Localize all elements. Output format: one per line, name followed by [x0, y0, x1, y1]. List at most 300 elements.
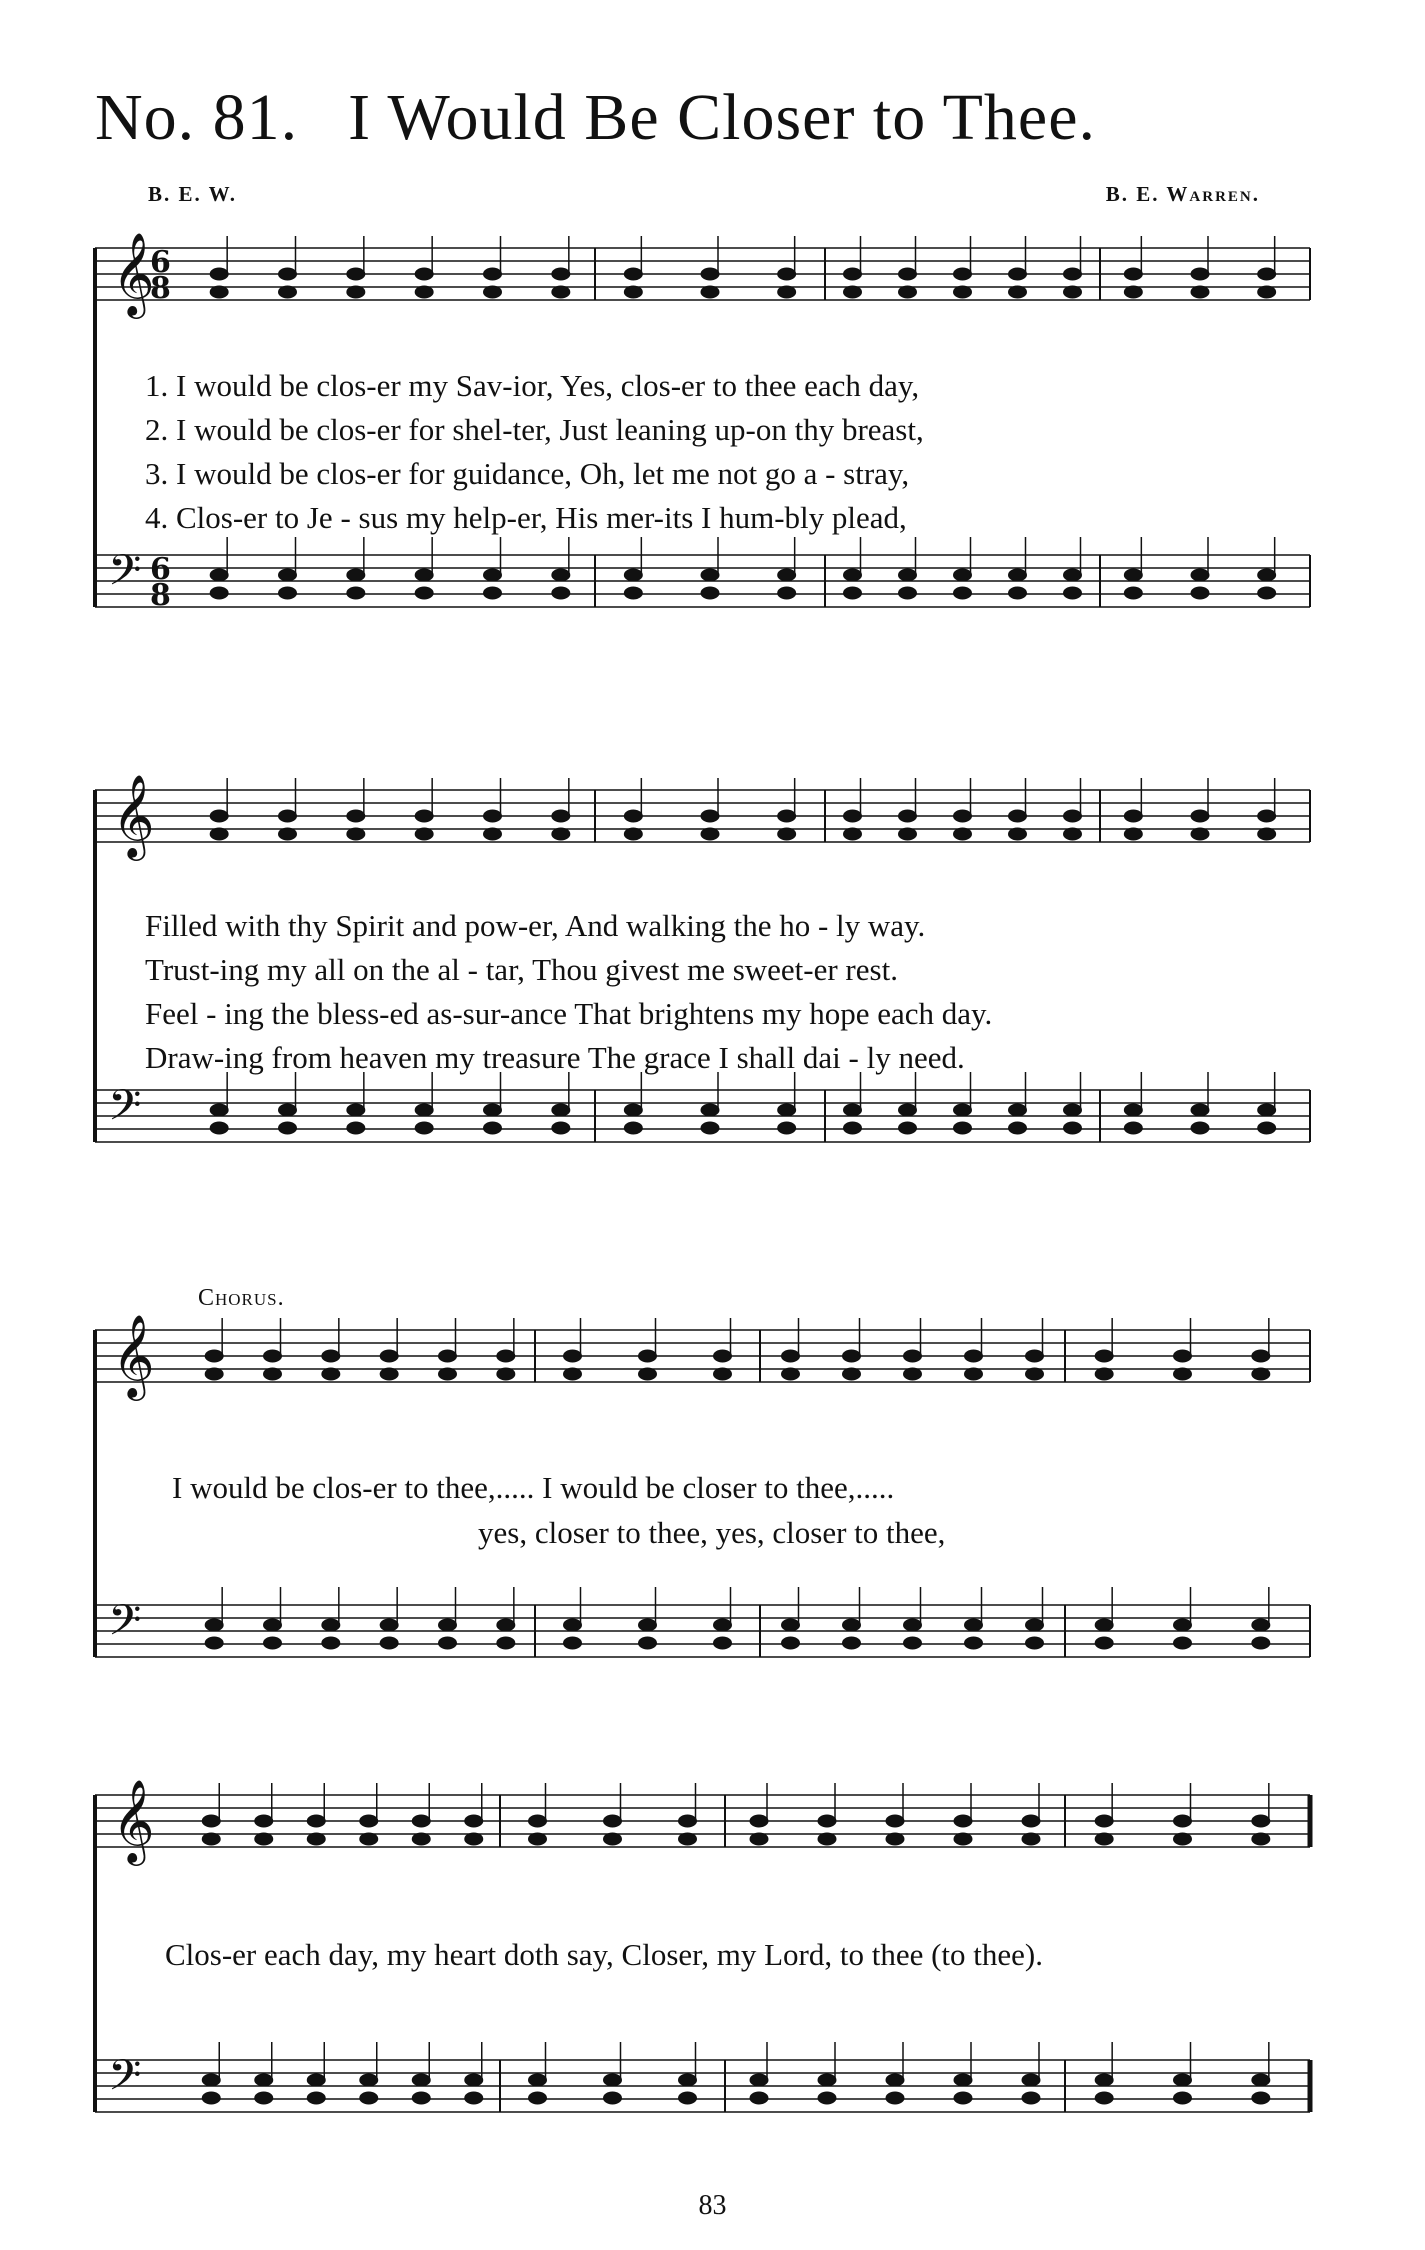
note-head	[307, 1815, 325, 1827]
note-head	[844, 810, 862, 822]
note-head	[552, 268, 570, 280]
note-head	[778, 286, 796, 298]
note-head	[465, 2092, 483, 2104]
note-head	[347, 268, 365, 280]
note-head	[415, 587, 433, 599]
note-head	[1191, 1104, 1209, 1116]
note-head	[1124, 268, 1142, 280]
note-head	[701, 1122, 719, 1134]
note-head	[380, 1637, 398, 1649]
note-head	[1124, 587, 1142, 599]
note-head	[205, 1350, 223, 1362]
note-head	[347, 286, 365, 298]
note-head	[899, 587, 917, 599]
note-head	[844, 1104, 862, 1116]
note-head	[750, 1833, 768, 1845]
note-head	[360, 2074, 378, 2086]
note-head	[778, 268, 796, 280]
note-head	[886, 1833, 904, 1845]
time-signature-top: 6	[150, 552, 171, 587]
note-head	[1009, 268, 1027, 280]
note-head	[415, 286, 433, 298]
note-head	[552, 569, 570, 581]
note-head	[782, 1619, 800, 1631]
note-head	[1258, 286, 1276, 298]
note-head	[347, 828, 365, 840]
note-head	[904, 1368, 922, 1380]
note-head	[954, 268, 972, 280]
note-head	[415, 1104, 433, 1116]
note-head	[552, 810, 570, 822]
note-head	[844, 1122, 862, 1134]
note-head	[639, 1350, 657, 1362]
note-head	[679, 2074, 697, 2086]
note-head	[1064, 268, 1082, 280]
note-head	[782, 1637, 800, 1649]
note-head	[205, 1637, 223, 1649]
note-head	[415, 828, 433, 840]
note-head	[360, 1815, 378, 1827]
note-head	[484, 828, 502, 840]
note-head	[1064, 587, 1082, 599]
note-head	[1174, 1833, 1192, 1845]
note-head	[904, 1350, 922, 1362]
note-head	[818, 2074, 836, 2086]
note-head	[465, 2074, 483, 2086]
note-head	[210, 1122, 228, 1134]
note-head	[714, 1637, 732, 1649]
chorus-alto-line: yes, closer to thee, yes, closer to thee,	[478, 1515, 946, 1550]
chorus-final-line: Clos-er each day, my heart doth say, Closer, my Lord, to thee (to thee).	[165, 1937, 1043, 1972]
note-head	[202, 1833, 220, 1845]
note-head	[210, 828, 228, 840]
note-head	[412, 1833, 430, 1845]
note-head	[886, 2074, 904, 2086]
note-head	[778, 828, 796, 840]
note-head	[1095, 1350, 1113, 1362]
note-head	[899, 1104, 917, 1116]
verse-2-line-2: Trust-ing my all on the al - tar, Thou givest me sweet-er rest.	[145, 952, 898, 987]
note-head	[679, 1815, 697, 1827]
note-head	[954, 2074, 972, 2086]
note-head	[1258, 1122, 1276, 1134]
note-head	[714, 1368, 732, 1380]
note-head	[1124, 1122, 1142, 1134]
note-head	[624, 286, 642, 298]
note-head	[412, 2074, 430, 2086]
note-head	[552, 587, 570, 599]
note-head	[552, 1104, 570, 1116]
note-head	[899, 286, 917, 298]
note-head	[1064, 828, 1082, 840]
note-head	[1191, 1122, 1209, 1134]
note-head	[1009, 286, 1027, 298]
note-head	[639, 1368, 657, 1380]
chorus-line-1: I would be clos-er to thee,..... I would be closer to thee,.....	[172, 1470, 895, 1505]
note-head	[844, 286, 862, 298]
note-head	[1009, 1104, 1027, 1116]
treble-clef-icon: 𝄞	[112, 773, 155, 857]
note-head	[1124, 828, 1142, 840]
note-head	[750, 2092, 768, 2104]
note-head	[954, 828, 972, 840]
note-head	[210, 587, 228, 599]
note-head	[904, 1637, 922, 1649]
note-head	[210, 1104, 228, 1116]
note-head	[1095, 1815, 1113, 1827]
note-head	[701, 268, 719, 280]
note-head	[529, 1833, 547, 1845]
words-credit: B. E. W.	[148, 182, 237, 206]
note-head	[701, 569, 719, 581]
chorus-label: Chorus.	[198, 1285, 285, 1311]
note-head	[701, 828, 719, 840]
verse-3-line-1: 3. I would be clos-er for guidance, Oh, let me not go a - stray,	[145, 456, 910, 491]
note-head	[1095, 2092, 1113, 2104]
note-head	[965, 1619, 983, 1631]
note-head	[624, 828, 642, 840]
note-head	[552, 286, 570, 298]
note-head	[1174, 1637, 1192, 1649]
note-head	[1095, 1368, 1113, 1380]
note-head	[307, 1833, 325, 1845]
note-head	[843, 1619, 861, 1631]
note-head	[1252, 1368, 1270, 1380]
note-head	[210, 286, 228, 298]
note-head	[210, 810, 228, 822]
note-head	[205, 1619, 223, 1631]
note-head	[380, 1619, 398, 1631]
note-head	[954, 1815, 972, 1827]
bass-clef-icon: 𝄢	[108, 546, 142, 606]
note-head	[439, 1368, 457, 1380]
note-head	[564, 1619, 582, 1631]
note-head	[205, 1368, 223, 1380]
note-head	[1064, 1122, 1082, 1134]
note-head	[899, 810, 917, 822]
note-head	[347, 1104, 365, 1116]
note-head	[1252, 2074, 1270, 2086]
note-head	[954, 569, 972, 581]
note-head	[347, 587, 365, 599]
note-head	[1258, 268, 1276, 280]
note-head	[1095, 1637, 1113, 1649]
note-head	[843, 1637, 861, 1649]
note-head	[1095, 1833, 1113, 1845]
note-head	[886, 1815, 904, 1827]
verse-2-line-1: 2. I would be clos-er for shel-ter, Just leaning up-on thy breast,	[145, 412, 924, 447]
note-head	[778, 1104, 796, 1116]
note-head	[899, 828, 917, 840]
note-head	[701, 587, 719, 599]
note-head	[202, 2074, 220, 2086]
note-head	[778, 1122, 796, 1134]
note-head	[1258, 1104, 1276, 1116]
note-head	[1064, 1104, 1082, 1116]
note-head	[1095, 1619, 1113, 1631]
note-head	[307, 2092, 325, 2104]
note-head	[1191, 286, 1209, 298]
note-head	[1026, 1637, 1044, 1649]
note-head	[714, 1619, 732, 1631]
note-head	[1258, 828, 1276, 840]
note-head	[778, 569, 796, 581]
note-head	[415, 810, 433, 822]
note-head	[1191, 569, 1209, 581]
note-head	[818, 1833, 836, 1845]
note-head	[1191, 810, 1209, 822]
note-head	[1124, 569, 1142, 581]
note-head	[439, 1637, 457, 1649]
note-head	[552, 1122, 570, 1134]
note-head	[954, 2092, 972, 2104]
note-head	[484, 286, 502, 298]
note-head	[1022, 2074, 1040, 2086]
verse-1-line-2: Filled with thy Spirit and pow-er, And walking the ho - ly way.	[145, 908, 926, 943]
hymn-number: No. 81.	[95, 81, 299, 154]
note-head	[279, 268, 297, 280]
note-head	[782, 1350, 800, 1362]
music-credit: B. E. Warren.	[1105, 182, 1260, 206]
note-head	[624, 569, 642, 581]
note-head	[412, 1815, 430, 1827]
note-head	[624, 1122, 642, 1134]
note-head	[415, 268, 433, 280]
note-head	[1064, 810, 1082, 822]
treble-clef-icon: 𝄞	[112, 1778, 155, 1862]
note-head	[782, 1368, 800, 1380]
note-head	[415, 569, 433, 581]
note-head	[1191, 587, 1209, 599]
note-head	[322, 1350, 340, 1362]
note-head	[210, 569, 228, 581]
note-head	[714, 1350, 732, 1362]
note-head	[954, 286, 972, 298]
note-head	[279, 828, 297, 840]
note-head	[322, 1368, 340, 1380]
note-head	[604, 1833, 622, 1845]
note-head	[279, 1104, 297, 1116]
note-head	[484, 268, 502, 280]
note-head	[1174, 1368, 1192, 1380]
note-head	[497, 1637, 515, 1649]
note-head	[1191, 828, 1209, 840]
note-head	[279, 286, 297, 298]
note-head	[844, 587, 862, 599]
note-head	[1064, 286, 1082, 298]
note-head	[1174, 2074, 1192, 2086]
note-head	[624, 810, 642, 822]
note-head	[1191, 268, 1209, 280]
note-head	[1174, 1619, 1192, 1631]
note-head	[264, 1619, 282, 1631]
note-head	[1174, 2092, 1192, 2104]
note-head	[264, 1368, 282, 1380]
note-head	[1009, 810, 1027, 822]
time-signature-bottom: 8	[150, 271, 171, 306]
verse-1-line-1: 1. I would be clos-er my Sav-ior, Yes, clos-er to thee each day,	[145, 368, 920, 403]
note-head	[701, 1104, 719, 1116]
note-head	[843, 1350, 861, 1362]
note-head	[1252, 1637, 1270, 1649]
note-head	[954, 1104, 972, 1116]
note-head	[624, 587, 642, 599]
note-head	[210, 268, 228, 280]
note-head	[899, 1122, 917, 1134]
note-head	[202, 2092, 220, 2104]
note-head	[1124, 1104, 1142, 1116]
note-head	[1009, 569, 1027, 581]
note-head	[965, 1350, 983, 1362]
note-head	[322, 1619, 340, 1631]
note-head	[1174, 1815, 1192, 1827]
note-head	[484, 1122, 502, 1134]
note-head	[360, 1833, 378, 1845]
note-head	[1252, 1815, 1270, 1827]
note-head	[360, 2092, 378, 2104]
note-head	[750, 1815, 768, 1827]
note-head	[899, 268, 917, 280]
note-head	[497, 1368, 515, 1380]
verse-3-line-2: Feel - ing the bless-ed as-sur-ance That brightens my hope each day.	[145, 996, 993, 1031]
note-head	[552, 828, 570, 840]
bass-clef-icon: 𝄢	[108, 1596, 142, 1656]
note-head	[322, 1637, 340, 1649]
bass-clef-icon: 𝄢	[108, 2051, 142, 2111]
note-head	[1022, 2092, 1040, 2104]
note-head	[484, 569, 502, 581]
note-head	[380, 1368, 398, 1380]
note-head	[1258, 587, 1276, 599]
note-head	[484, 587, 502, 599]
note-head	[279, 587, 297, 599]
note-head	[415, 1122, 433, 1134]
note-head	[255, 2074, 273, 2086]
note-head	[1009, 828, 1027, 840]
note-head	[1064, 569, 1082, 581]
bass-clef-icon: 𝄢	[108, 1081, 142, 1141]
note-head	[347, 810, 365, 822]
note-head	[701, 810, 719, 822]
note-head	[844, 828, 862, 840]
hymn-title: I Would Be Closer to Thee.	[348, 81, 1096, 154]
note-head	[1252, 1619, 1270, 1631]
note-head	[818, 1815, 836, 1827]
note-head	[778, 810, 796, 822]
note-head	[264, 1637, 282, 1649]
time-signature-bottom: 8	[150, 578, 171, 613]
note-head	[1258, 569, 1276, 581]
note-head	[844, 569, 862, 581]
note-head	[679, 2092, 697, 2104]
note-head	[255, 1833, 273, 1845]
note-head	[750, 2074, 768, 2086]
note-head	[307, 2074, 325, 2086]
note-head	[604, 1815, 622, 1827]
note-head	[899, 569, 917, 581]
note-head	[1022, 1833, 1040, 1845]
note-head	[904, 1619, 922, 1631]
page-number: 83	[698, 2190, 727, 2221]
note-head	[624, 268, 642, 280]
note-head	[954, 810, 972, 822]
note-head	[1026, 1619, 1044, 1631]
note-head	[1258, 810, 1276, 822]
note-head	[529, 2074, 547, 2086]
note-head	[412, 2092, 430, 2104]
note-head	[1022, 1815, 1040, 1827]
note-head	[529, 2092, 547, 2104]
note-head	[954, 1122, 972, 1134]
note-head	[886, 2092, 904, 2104]
note-head	[624, 1104, 642, 1116]
note-head	[1026, 1368, 1044, 1380]
note-head	[818, 2092, 836, 2104]
note-head	[1124, 286, 1142, 298]
verse-4-line-2: Draw-ing from heaven my treasure The grace I shall dai - ly need.	[145, 1040, 965, 1075]
note-head	[465, 1815, 483, 1827]
note-head	[1095, 2074, 1113, 2086]
note-head	[497, 1350, 515, 1362]
note-head	[844, 268, 862, 280]
note-head	[1252, 1833, 1270, 1845]
note-head	[497, 1619, 515, 1631]
note-head	[279, 1122, 297, 1134]
note-head	[1009, 1122, 1027, 1134]
note-head	[564, 1637, 582, 1649]
note-head	[1009, 587, 1027, 599]
note-head	[347, 569, 365, 581]
note-head	[255, 2092, 273, 2104]
note-head	[1174, 1350, 1192, 1362]
note-head	[484, 1104, 502, 1116]
note-head	[529, 1815, 547, 1827]
note-head	[484, 810, 502, 822]
note-head	[564, 1368, 582, 1380]
note-head	[347, 1122, 365, 1134]
time-signature-top: 6	[150, 245, 171, 280]
note-head	[465, 1833, 483, 1845]
note-head	[954, 587, 972, 599]
note-head	[380, 1350, 398, 1362]
treble-clef-icon: 𝄞	[112, 1313, 155, 1397]
note-head	[639, 1637, 657, 1649]
note-head	[679, 1833, 697, 1845]
note-head	[965, 1637, 983, 1649]
note-head	[1252, 2092, 1270, 2104]
treble-clef-icon: 𝄞	[112, 231, 155, 315]
note-head	[279, 569, 297, 581]
note-head	[1124, 810, 1142, 822]
note-head	[255, 1815, 273, 1827]
note-head	[564, 1350, 582, 1362]
note-head	[439, 1350, 457, 1362]
note-head	[202, 1815, 220, 1827]
note-head	[843, 1368, 861, 1380]
note-head	[639, 1619, 657, 1631]
note-head	[604, 2092, 622, 2104]
note-head	[1026, 1350, 1044, 1362]
verse-4-line-1: 4. Clos-er to Je - sus my help-er, His mer-its I hum-bly plead,	[145, 500, 907, 535]
note-head	[778, 587, 796, 599]
note-head	[279, 810, 297, 822]
note-head	[954, 1833, 972, 1845]
note-head	[439, 1619, 457, 1631]
note-head	[701, 286, 719, 298]
note-head	[965, 1368, 983, 1380]
note-head	[1252, 1350, 1270, 1362]
note-head	[604, 2074, 622, 2086]
